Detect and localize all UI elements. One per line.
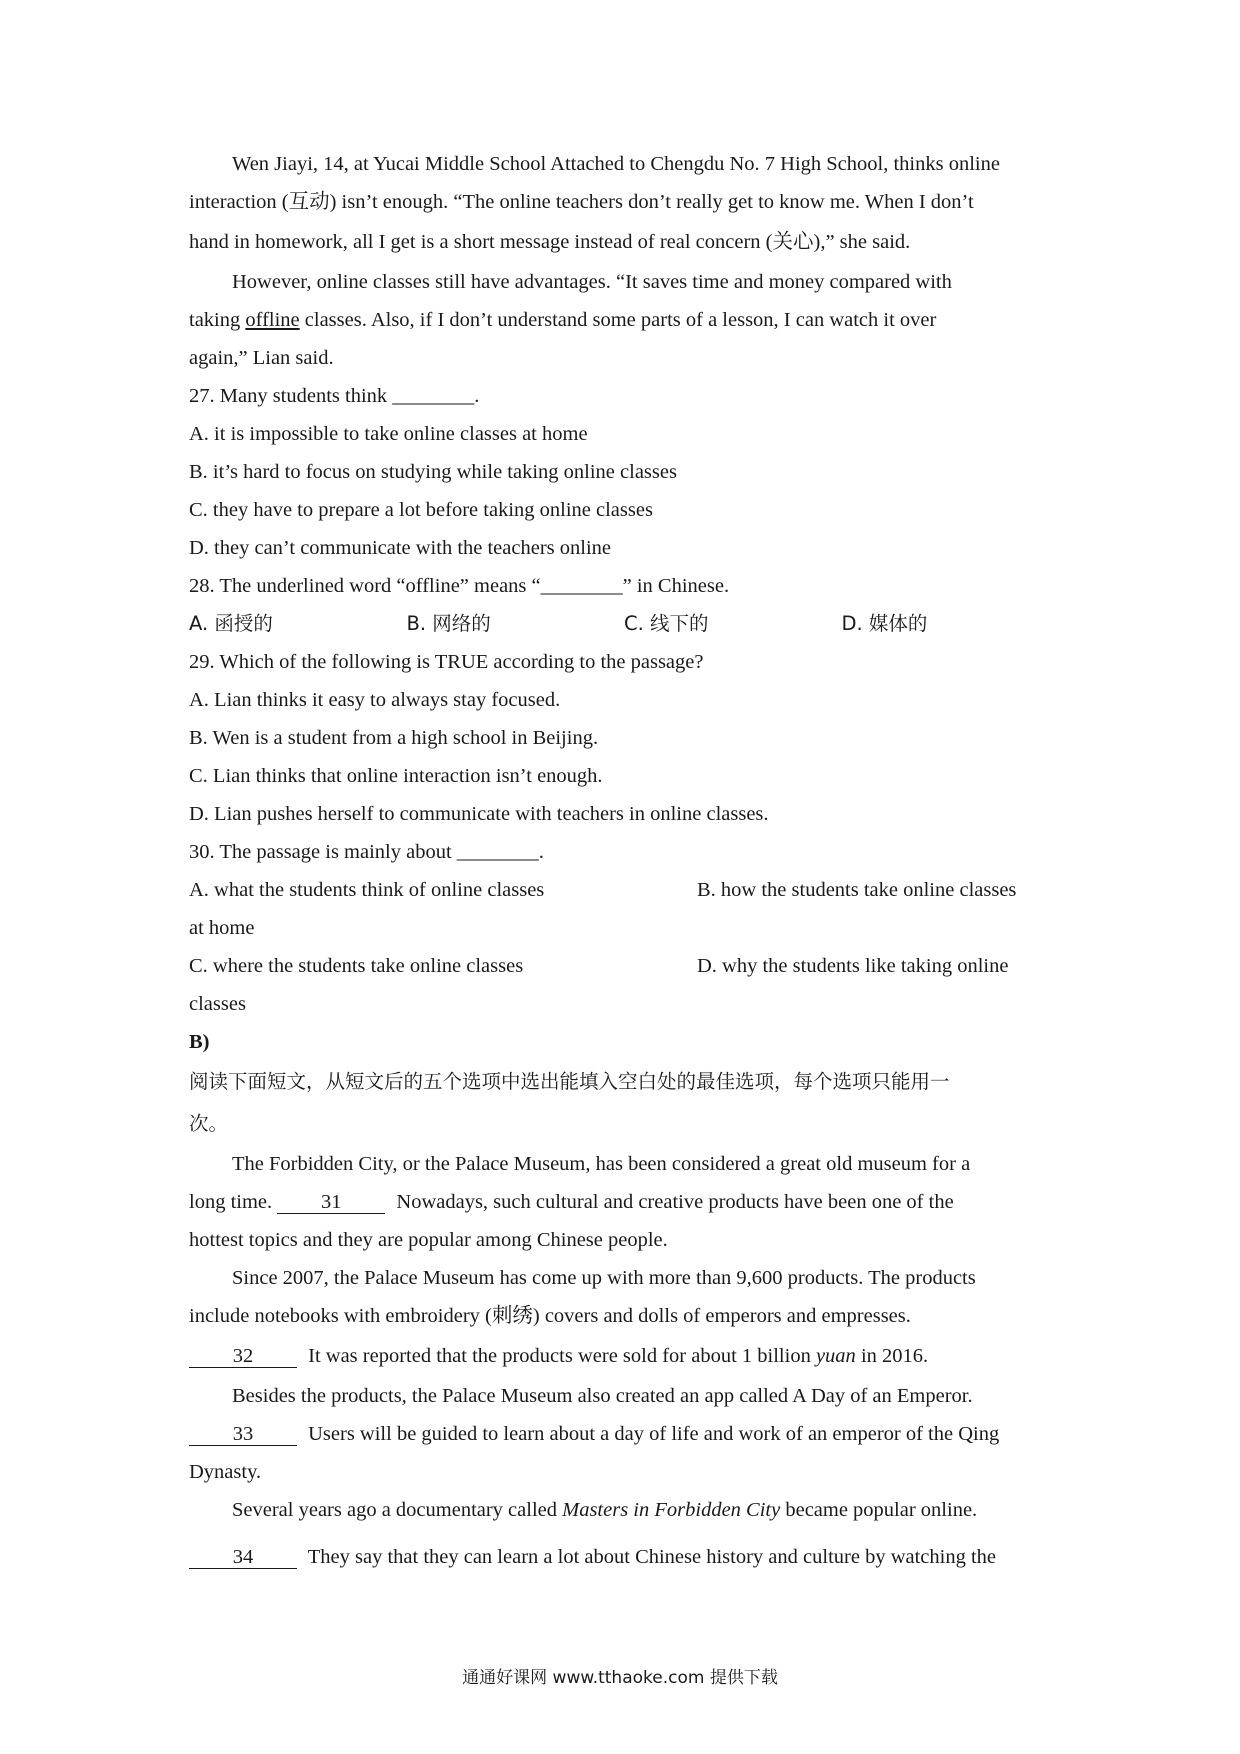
paragraph-line: However, online classes still have advantages. “It saves time and money compared with	[232, 271, 952, 293]
text: long time.	[189, 1191, 278, 1213]
answer-option: C. 线下的	[624, 612, 709, 635]
paragraph-line: Dynasty.	[189, 1461, 262, 1483]
instruction-line: 阅读下面短文，从短文后的五个选项中选出能填入空白处的最佳选项，每个选项只能用一	[189, 1070, 950, 1093]
blank-32: 32	[189, 1345, 297, 1368]
text: in 2016.	[855, 1345, 929, 1367]
text: Nowadays, such cultural and creative products have been one of the	[391, 1191, 954, 1213]
answer-option-continuation: at home	[189, 917, 255, 939]
answer-option: D. 媒体的	[841, 612, 928, 635]
text: classes. Also, if I don’t understand some parts of a lesson, I can watch it over	[299, 309, 937, 331]
paragraph-line: The Forbidden City, or the Palace Museum, has been considered a great old museum for a	[232, 1153, 971, 1175]
paragraph-line: Since 2007, the Palace Museum has come up with more than 9,600 products. The products	[232, 1267, 976, 1289]
answer-option: C. Lian thinks that online interaction isn’t enough.	[189, 765, 603, 787]
italic-word: yuan	[815, 1345, 856, 1367]
answer-options-row	[189, 871, 1059, 909]
paragraph-line: Besides the products, the Palace Museum also created an app called A Day of an Emperor.	[232, 1385, 973, 1407]
paragraph-line	[189, 1335, 1059, 1377]
paragraph-line	[189, 1183, 1059, 1221]
answer-option: B. Wen is a student from a high school in Beijing.	[189, 727, 599, 749]
section-heading: B)	[189, 1031, 210, 1053]
text: interaction (互动) isn’t enough. “The online teachers don’t really get to know me. When I don’t	[189, 191, 974, 213]
paragraph-line: include notebooks with embroidery (刺绣) covers and dolls of emperors and empresses.	[189, 1305, 911, 1327]
answer-option: B. how the students take online classes	[697, 879, 1017, 901]
answer-option: A. Lian thinks it easy to always stay focused.	[189, 689, 561, 711]
text: Users will be guided to learn about a day of life and work of an emperor of the Qing	[303, 1423, 1000, 1445]
answer-options-row	[189, 605, 1059, 643]
answer-option: B. it’s hard to focus on studying while taking online classes	[189, 461, 677, 483]
paragraph-line: again,” Lian said.	[189, 347, 334, 369]
text: became popular online.	[780, 1499, 978, 1521]
paragraph-line	[189, 1415, 1059, 1453]
answer-option: C. they have to prepare a lot before taking online classes	[189, 499, 653, 521]
blank-31: 31	[277, 1191, 385, 1214]
answer-option: B. 网络的	[406, 612, 491, 635]
answer-option-continuation: classes	[189, 993, 246, 1015]
paragraph-line	[189, 1529, 1059, 1585]
blank-33: 33	[189, 1423, 297, 1446]
underlined-word: offline	[245, 309, 300, 331]
text: It was reported that the products were sold for about 1 billion	[303, 1345, 816, 1367]
question-stem: 28. The underlined word “offline” means “________” in Chinese.	[189, 575, 730, 597]
question-stem: 27. Many students think ________.	[189, 385, 480, 407]
answer-option: D. Lian pushes herself to communicate with teachers in online classes.	[189, 803, 769, 825]
paragraph-line: Wen Jiayi, 14, at Yucai Middle School Attached to Chengdu No. 7 High School, thinks online	[232, 153, 1000, 175]
answer-option: A. it is impossible to take online classes at home	[189, 423, 588, 445]
answer-option: D. why the students like taking online	[697, 955, 1009, 977]
answer-option: A. what the students think of online classes	[189, 879, 545, 901]
answer-option: A. 函授的	[189, 612, 273, 635]
question-stem: 29. Which of the following is TRUE according to the passage?	[189, 651, 704, 673]
paragraph-line: hottest topics and they are popular among Chinese people.	[189, 1229, 668, 1251]
question-stem: 30. The passage is mainly about ________.	[189, 841, 544, 863]
paragraph-line	[189, 301, 1059, 339]
answer-options-row	[189, 947, 1059, 985]
italic-title: Masters in Forbidden City	[562, 1499, 781, 1521]
answer-option: D. they can’t communicate with the teachers online	[189, 537, 612, 559]
answer-option: C. where the students take online classes	[189, 955, 524, 977]
instruction-line: 次。	[189, 1112, 229, 1135]
text: They say that they can learn a lot about Chinese history and culture by watching the	[303, 1546, 997, 1568]
paragraph-line	[189, 183, 1059, 221]
paragraph-line: hand in homework, all I get is a short message instead of real concern (关心),” she said.	[189, 231, 911, 253]
paragraph-line	[189, 1491, 1059, 1529]
page-footer: 通通好课网 www.tthaoke.com 提供下载	[462, 1668, 778, 1688]
text: taking	[189, 309, 246, 331]
text: Several years ago a documentary called	[232, 1499, 563, 1521]
page-content	[189, 145, 1059, 1585]
blank-34: 34	[189, 1546, 297, 1569]
